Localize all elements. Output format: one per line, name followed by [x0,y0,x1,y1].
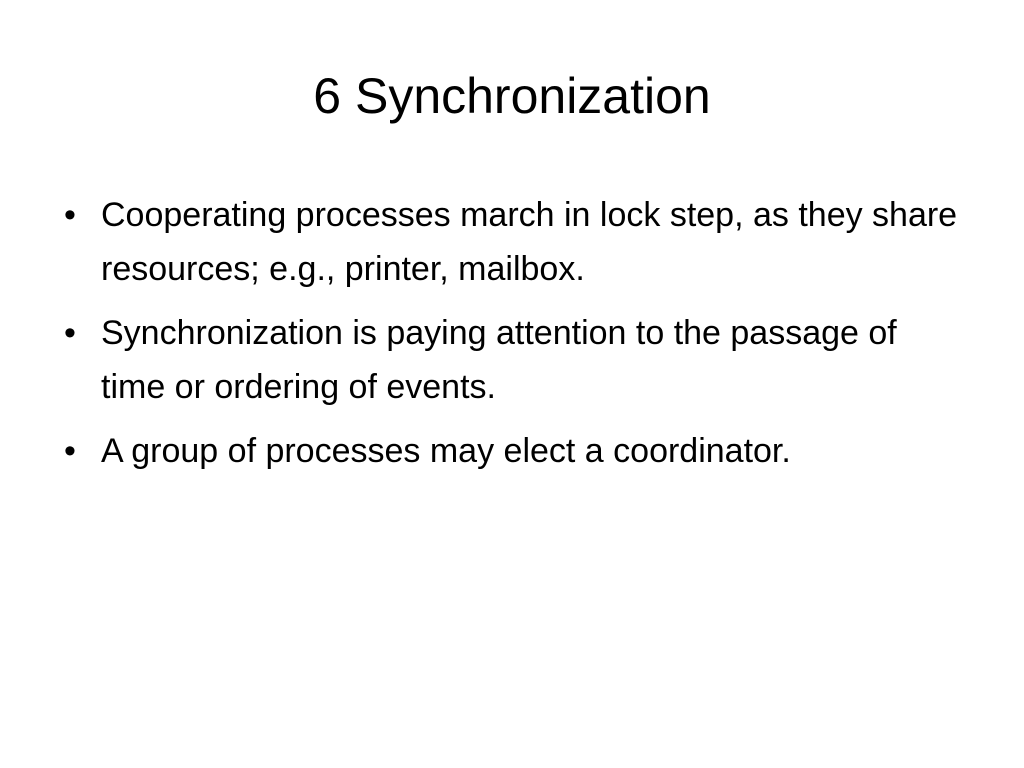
bullet-text: Synchronization is paying attention to the passage of time or ordering of events. [101,314,897,406]
bullet-text: Cooperating processes march in lock step, as they share resources; e.g., printer, mailbox. [101,196,958,288]
bullet-point-icon: • [64,314,76,352]
slide-title: 6 Synchronization [313,68,711,124]
bullet-item [60,424,960,478]
bullet-list [60,188,960,488]
bullet-point-icon: • [64,196,76,234]
bullet-text: A group of processes may elect a coordinator. [101,432,791,470]
bullet-point-icon: • [64,432,76,470]
bullet-item [60,188,960,296]
bullet-item [60,306,960,414]
